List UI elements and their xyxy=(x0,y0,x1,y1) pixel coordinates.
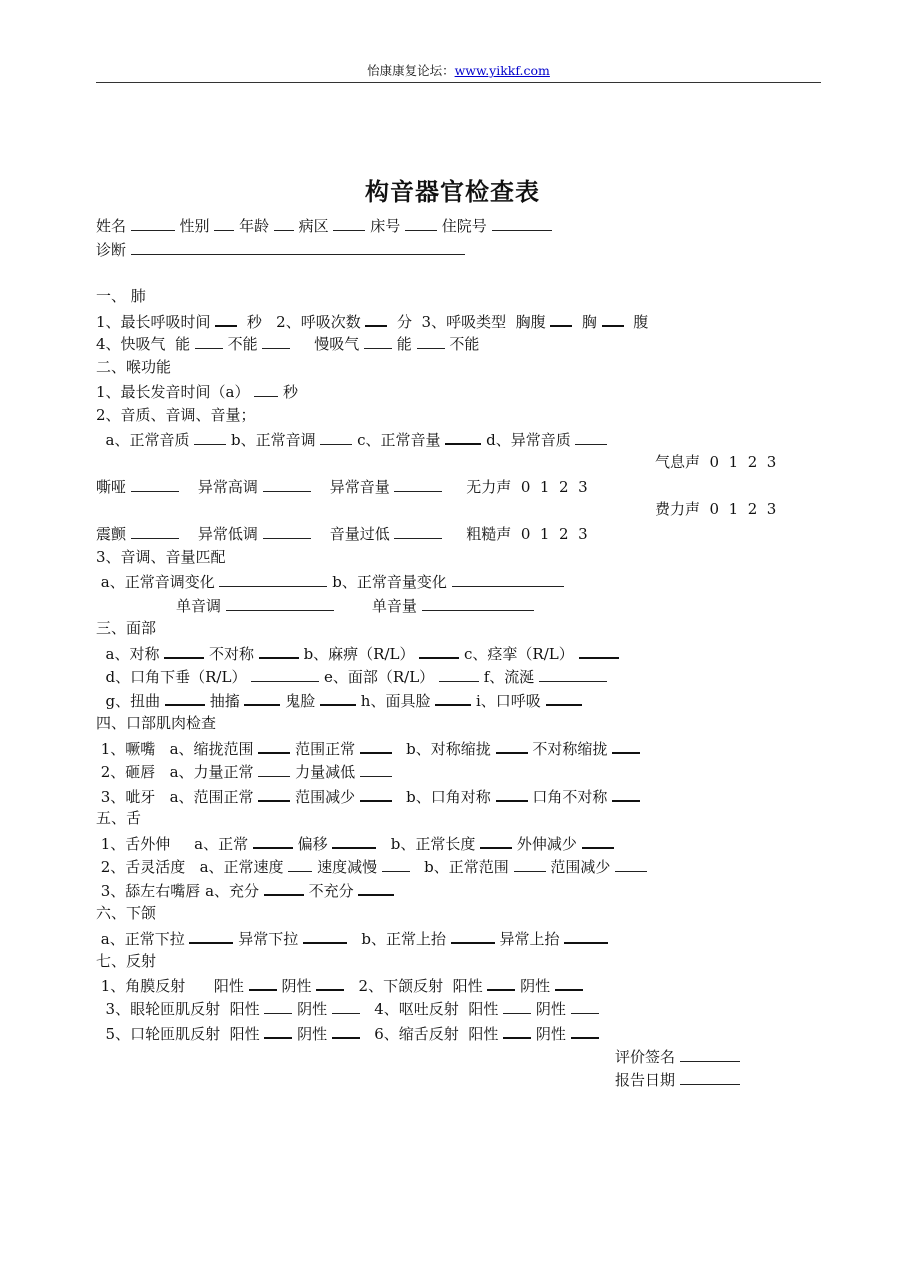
label-text: 2、砸唇 a、力量正常 xyxy=(96,763,259,781)
label-text: 腹 xyxy=(623,313,649,331)
label-text: 4、快吸气 能 xyxy=(96,335,195,353)
label-text: 1、角膜反射 阳性 xyxy=(96,977,249,995)
patient-info-line xyxy=(96,216,552,235)
fill-in-blank[interactable] xyxy=(615,857,647,872)
label-text: 抽搐 xyxy=(204,692,245,710)
label-text: 诊断 xyxy=(96,241,131,259)
fill-in-blank[interactable] xyxy=(487,975,515,991)
label-text: a、对称 xyxy=(96,645,165,663)
jaw-row xyxy=(96,928,608,948)
larynx-row-1 xyxy=(96,382,298,401)
fill-in-blank[interactable] xyxy=(215,311,237,327)
label-text: 2、下颌反射 阳性 xyxy=(344,977,488,995)
label-text: 六、下颌 xyxy=(96,904,157,922)
face-row-1 xyxy=(96,643,619,663)
fill-in-blank[interactable] xyxy=(503,1023,531,1039)
section-tongue-heading xyxy=(96,809,141,827)
fill-in-blank[interactable] xyxy=(303,928,347,944)
label-text: 三、面部 xyxy=(96,619,157,637)
fill-in-blank[interactable] xyxy=(360,786,392,802)
reflex-row-2 xyxy=(96,999,599,1018)
fill-in-blank[interactable] xyxy=(333,216,365,231)
label-text: 异常高调 xyxy=(178,478,263,496)
report-date-row xyxy=(615,1070,740,1089)
page-header xyxy=(96,62,821,83)
section-face-heading xyxy=(96,619,156,637)
fill-in-blank[interactable] xyxy=(422,596,534,611)
fill-in-blank[interactable] xyxy=(579,643,619,659)
tongue-row-1 xyxy=(96,833,614,853)
fill-in-blank[interactable] xyxy=(131,477,179,492)
fill-in-blank[interactable] xyxy=(164,643,204,659)
label-text: 力量减低 xyxy=(290,763,360,781)
label-text: 异常下拉 xyxy=(233,930,304,948)
header-prefix: 怡康康复论坛： xyxy=(367,63,455,78)
fill-in-blank[interactable] xyxy=(419,643,459,659)
label-text: b、正常音调 xyxy=(226,431,321,449)
fill-in-blank[interactable] xyxy=(439,667,479,682)
label-text: b、口角对称 xyxy=(391,788,496,806)
fill-in-blank[interactable] xyxy=(680,1047,740,1062)
fill-in-blank[interactable] xyxy=(612,786,640,802)
label-text: 阴性 xyxy=(276,977,317,995)
label-text: 床号 xyxy=(365,217,405,235)
fill-in-blank[interactable] xyxy=(365,311,387,327)
section-lung-heading xyxy=(96,287,146,305)
label-text: 分 3、呼吸类型 胸腹 xyxy=(387,313,551,331)
label-text: 不对称缩拢 xyxy=(527,740,613,758)
fill-in-blank[interactable] xyxy=(514,857,546,872)
fill-in-blank[interactable] xyxy=(564,928,608,944)
fill-in-blank[interactable] xyxy=(131,240,465,255)
face-row-2 xyxy=(96,667,607,686)
fill-in-blank[interactable] xyxy=(680,1070,740,1085)
label-text: 3、音调、音量匹配 xyxy=(96,548,226,566)
label-text: 3、呲牙 a、范围正常 xyxy=(96,788,259,806)
label-text: 无力声 0 1 2 3 xyxy=(442,478,588,496)
fill-in-blank[interactable] xyxy=(263,477,311,492)
label-text: 单音调 xyxy=(176,597,226,615)
label-text: 异常上抬 xyxy=(494,930,565,948)
label-text: 偏移 xyxy=(292,835,333,853)
label-text: e、面部（R/L） xyxy=(319,668,439,686)
breathy-voice-row xyxy=(655,453,776,471)
fill-in-blank[interactable] xyxy=(189,928,233,944)
label-text: 1、最长呼吸时间 xyxy=(96,313,216,331)
label-text: b、正常长度 xyxy=(376,835,481,853)
label-text: b、正常上抬 xyxy=(347,930,451,948)
diagnosis-line xyxy=(96,240,465,259)
label-text: 不充分 xyxy=(303,882,359,900)
label-text: b、正常范围 xyxy=(409,858,514,876)
fill-in-blank[interactable] xyxy=(435,690,471,706)
fill-in-blank[interactable] xyxy=(274,216,294,231)
fill-in-blank[interactable] xyxy=(451,928,495,944)
fill-in-blank[interactable] xyxy=(503,999,531,1014)
label-text: 范围减少 xyxy=(545,858,616,876)
label-text: 鬼脸 xyxy=(280,692,321,710)
label-text: 阴性 xyxy=(292,1000,332,1018)
fill-in-blank[interactable] xyxy=(550,311,572,327)
label-text: 外伸减少 xyxy=(512,835,582,853)
header-link[interactable]: www.yikkf.com xyxy=(454,63,550,78)
label-text: h、面具脸 xyxy=(356,692,436,710)
fill-in-blank[interactable] xyxy=(316,975,344,991)
fill-in-blank[interactable] xyxy=(288,857,312,872)
fill-in-blank[interactable] xyxy=(253,833,293,849)
voice-quality-row xyxy=(96,429,607,449)
fill-in-blank[interactable] xyxy=(394,477,442,492)
label-text: 异常音量 xyxy=(310,478,395,496)
label-text: 五、舌 xyxy=(96,809,142,827)
label-text: 秒 2、呼吸次数 xyxy=(237,313,366,331)
label-text: f、流涎 xyxy=(478,668,540,686)
section-jaw-heading xyxy=(96,904,156,922)
fill-in-blank[interactable] xyxy=(226,596,334,611)
fill-in-blank[interactable] xyxy=(358,880,394,896)
fill-in-blank[interactable] xyxy=(496,786,528,802)
fill-in-blank[interactable] xyxy=(602,311,624,327)
fill-in-blank[interactable] xyxy=(364,334,392,349)
label-text: 四、口部肌肉检查 xyxy=(96,714,217,732)
fill-in-blank[interactable] xyxy=(264,999,292,1014)
face-row-3 xyxy=(96,690,582,710)
label-text: b、对称缩拢 xyxy=(391,740,496,758)
label-text: 阴性 xyxy=(531,1000,571,1018)
label-text: 单音量 xyxy=(333,597,422,615)
label-text: 费力声 0 1 2 3 xyxy=(655,500,777,518)
label-text: 阴性 xyxy=(531,1025,571,1043)
label-text: 6、缩舌反射 阳性 xyxy=(359,1025,504,1043)
fill-in-blank[interactable] xyxy=(258,738,290,754)
label-text: 1、舌外伸 a、正常 xyxy=(96,835,253,853)
label-text: 速度减慢 xyxy=(312,858,382,876)
label-text: 1、最长发音时间（a） xyxy=(96,383,255,401)
fill-in-blank[interactable] xyxy=(195,334,223,349)
fill-in-blank[interactable] xyxy=(382,857,410,872)
pitch-volume-row-1 xyxy=(96,572,564,591)
pitch-volume-row-2 xyxy=(176,596,534,615)
label-text: 姓名 xyxy=(96,217,131,235)
fill-in-blank[interactable] xyxy=(320,690,356,706)
fill-in-blank[interactable] xyxy=(332,1023,360,1039)
reflex-row-3 xyxy=(96,1023,599,1043)
fill-in-blank[interactable] xyxy=(332,999,360,1014)
fill-in-blank[interactable] xyxy=(263,524,311,539)
fill-in-blank[interactable] xyxy=(452,572,564,587)
fill-in-blank[interactable] xyxy=(131,524,179,539)
fill-in-blank[interactable] xyxy=(360,762,392,777)
label-text: 范围正常 xyxy=(290,740,360,758)
fill-in-blank[interactable] xyxy=(332,833,376,849)
fill-in-blank[interactable] xyxy=(254,382,278,397)
label-text: d、异常音质 xyxy=(481,431,576,449)
lung-row-1 xyxy=(96,311,648,331)
fill-in-blank[interactable] xyxy=(258,762,290,777)
label-text: 震颤 xyxy=(96,525,131,543)
label-text: 秒 xyxy=(278,383,299,401)
label-text: 不能 xyxy=(222,335,263,353)
fill-in-blank[interactable] xyxy=(264,880,304,896)
section-oral-muscle-heading xyxy=(96,714,216,732)
label-text: 慢吸气 xyxy=(290,335,365,353)
label-text: 阴性 xyxy=(515,977,555,995)
fill-in-blank[interactable] xyxy=(571,999,599,1014)
lung-row-2 xyxy=(96,334,479,353)
label-text: 年龄 xyxy=(234,217,274,235)
label-text: 异常低调 xyxy=(178,525,263,543)
fill-in-blank[interactable] xyxy=(394,524,442,539)
fill-in-blank[interactable] xyxy=(571,1023,599,1039)
label-text: 气息声 0 1 2 3 xyxy=(655,453,777,471)
label-text: 阴性 xyxy=(292,1025,332,1043)
tongue-row-3 xyxy=(96,880,394,900)
label-text: 报告日期 xyxy=(615,1071,680,1089)
fill-in-blank[interactable] xyxy=(249,975,277,991)
label-text: 2、舌灵活度 a、正常速度 xyxy=(96,858,289,876)
label-text: 3、舔左右嘴唇 a、充分 xyxy=(96,882,264,900)
fill-in-blank[interactable] xyxy=(445,429,481,445)
label-text: 1、噘嘴 a、缩拢范围 xyxy=(96,740,259,758)
label-text: 4、呕吐反射 阳性 xyxy=(359,1000,504,1018)
label-text: 二、喉功能 xyxy=(96,358,172,376)
fill-in-blank[interactable] xyxy=(417,334,445,349)
fill-in-blank[interactable] xyxy=(546,690,582,706)
label-text: c、痉挛（R/L） xyxy=(459,645,579,663)
fill-in-blank[interactable] xyxy=(360,738,392,754)
label-text: b、正常音量变化 xyxy=(327,573,452,591)
fill-in-blank[interactable] xyxy=(194,430,226,445)
fill-in-blank[interactable] xyxy=(214,216,234,231)
reflex-row-1 xyxy=(96,975,583,995)
fill-in-blank[interactable] xyxy=(612,738,640,754)
label-text: 不能 xyxy=(444,335,480,353)
fill-in-blank[interactable] xyxy=(582,833,614,849)
oral-muscle-row-2 xyxy=(96,762,392,781)
fill-in-blank[interactable] xyxy=(251,667,319,682)
oral-muscle-row-1 xyxy=(96,738,640,758)
fill-in-blank[interactable] xyxy=(480,833,512,849)
larynx-row-2 xyxy=(96,406,256,424)
fill-in-blank[interactable] xyxy=(492,216,552,231)
label-text: b、麻痹（R/L） xyxy=(298,645,420,663)
label-text: 能 xyxy=(392,335,417,353)
fill-in-blank[interactable] xyxy=(405,216,437,231)
evaluator-signature-row xyxy=(615,1047,740,1066)
fill-in-blank[interactable] xyxy=(165,690,205,706)
fill-in-blank[interactable] xyxy=(262,334,290,349)
section-reflex-heading xyxy=(96,952,156,970)
fill-in-blank[interactable] xyxy=(320,430,352,445)
label-text: i、口呼吸 xyxy=(471,692,546,710)
fill-in-blank[interactable] xyxy=(259,643,299,659)
fill-in-blank[interactable] xyxy=(219,572,327,587)
fill-in-blank[interactable] xyxy=(264,1023,292,1039)
fill-in-blank[interactable] xyxy=(131,216,175,231)
label-text: a、正常音质 xyxy=(96,431,195,449)
label-text: a、正常下拉 xyxy=(96,930,190,948)
tongue-row-2 xyxy=(96,857,647,876)
label-text: 口角不对称 xyxy=(527,788,613,806)
label-text: 七、反射 xyxy=(96,952,157,970)
pitch-volume-heading xyxy=(96,548,226,566)
fill-in-blank[interactable] xyxy=(258,786,290,802)
label-text: 一、 肺 xyxy=(96,287,146,305)
section-larynx-heading xyxy=(96,358,171,376)
label-text: 5、口轮匝肌反射 阳性 xyxy=(96,1025,265,1043)
label-text: 住院号 xyxy=(436,217,492,235)
fill-in-blank[interactable] xyxy=(539,667,607,682)
label-text: c、正常音量 xyxy=(352,431,446,449)
fill-in-blank[interactable] xyxy=(244,690,280,706)
label-text: a、正常音调变化 xyxy=(96,573,220,591)
hoarse-row xyxy=(96,477,588,496)
oral-muscle-row-3 xyxy=(96,786,640,806)
label-text: 性别 xyxy=(174,217,215,235)
label-text: 嘶哑 xyxy=(96,478,131,496)
fill-in-blank[interactable] xyxy=(575,430,607,445)
label-text: d、口角下垂（R/L） xyxy=(96,668,252,686)
label-text: 胸 xyxy=(572,313,602,331)
label-text: 评价签名 xyxy=(615,1048,680,1066)
tremor-row xyxy=(96,524,588,543)
label-text: g、扭曲 xyxy=(96,692,165,710)
label-text: 音量过低 xyxy=(310,525,395,543)
label-text: 粗糙声 0 1 2 3 xyxy=(442,525,588,543)
label-text: 范围减少 xyxy=(290,788,360,806)
label-text: 2、音质、音调、音量； xyxy=(96,406,256,424)
label-text: 不对称 xyxy=(204,645,259,663)
label-text: 病区 xyxy=(293,217,334,235)
fill-in-blank[interactable] xyxy=(496,738,528,754)
label-text: 3、眼轮匝肌反射 阳性 xyxy=(96,1000,265,1018)
form-title: 构音器官检查表 xyxy=(365,177,540,206)
fill-in-blank[interactable] xyxy=(555,975,583,991)
strained-voice-row xyxy=(655,500,776,518)
